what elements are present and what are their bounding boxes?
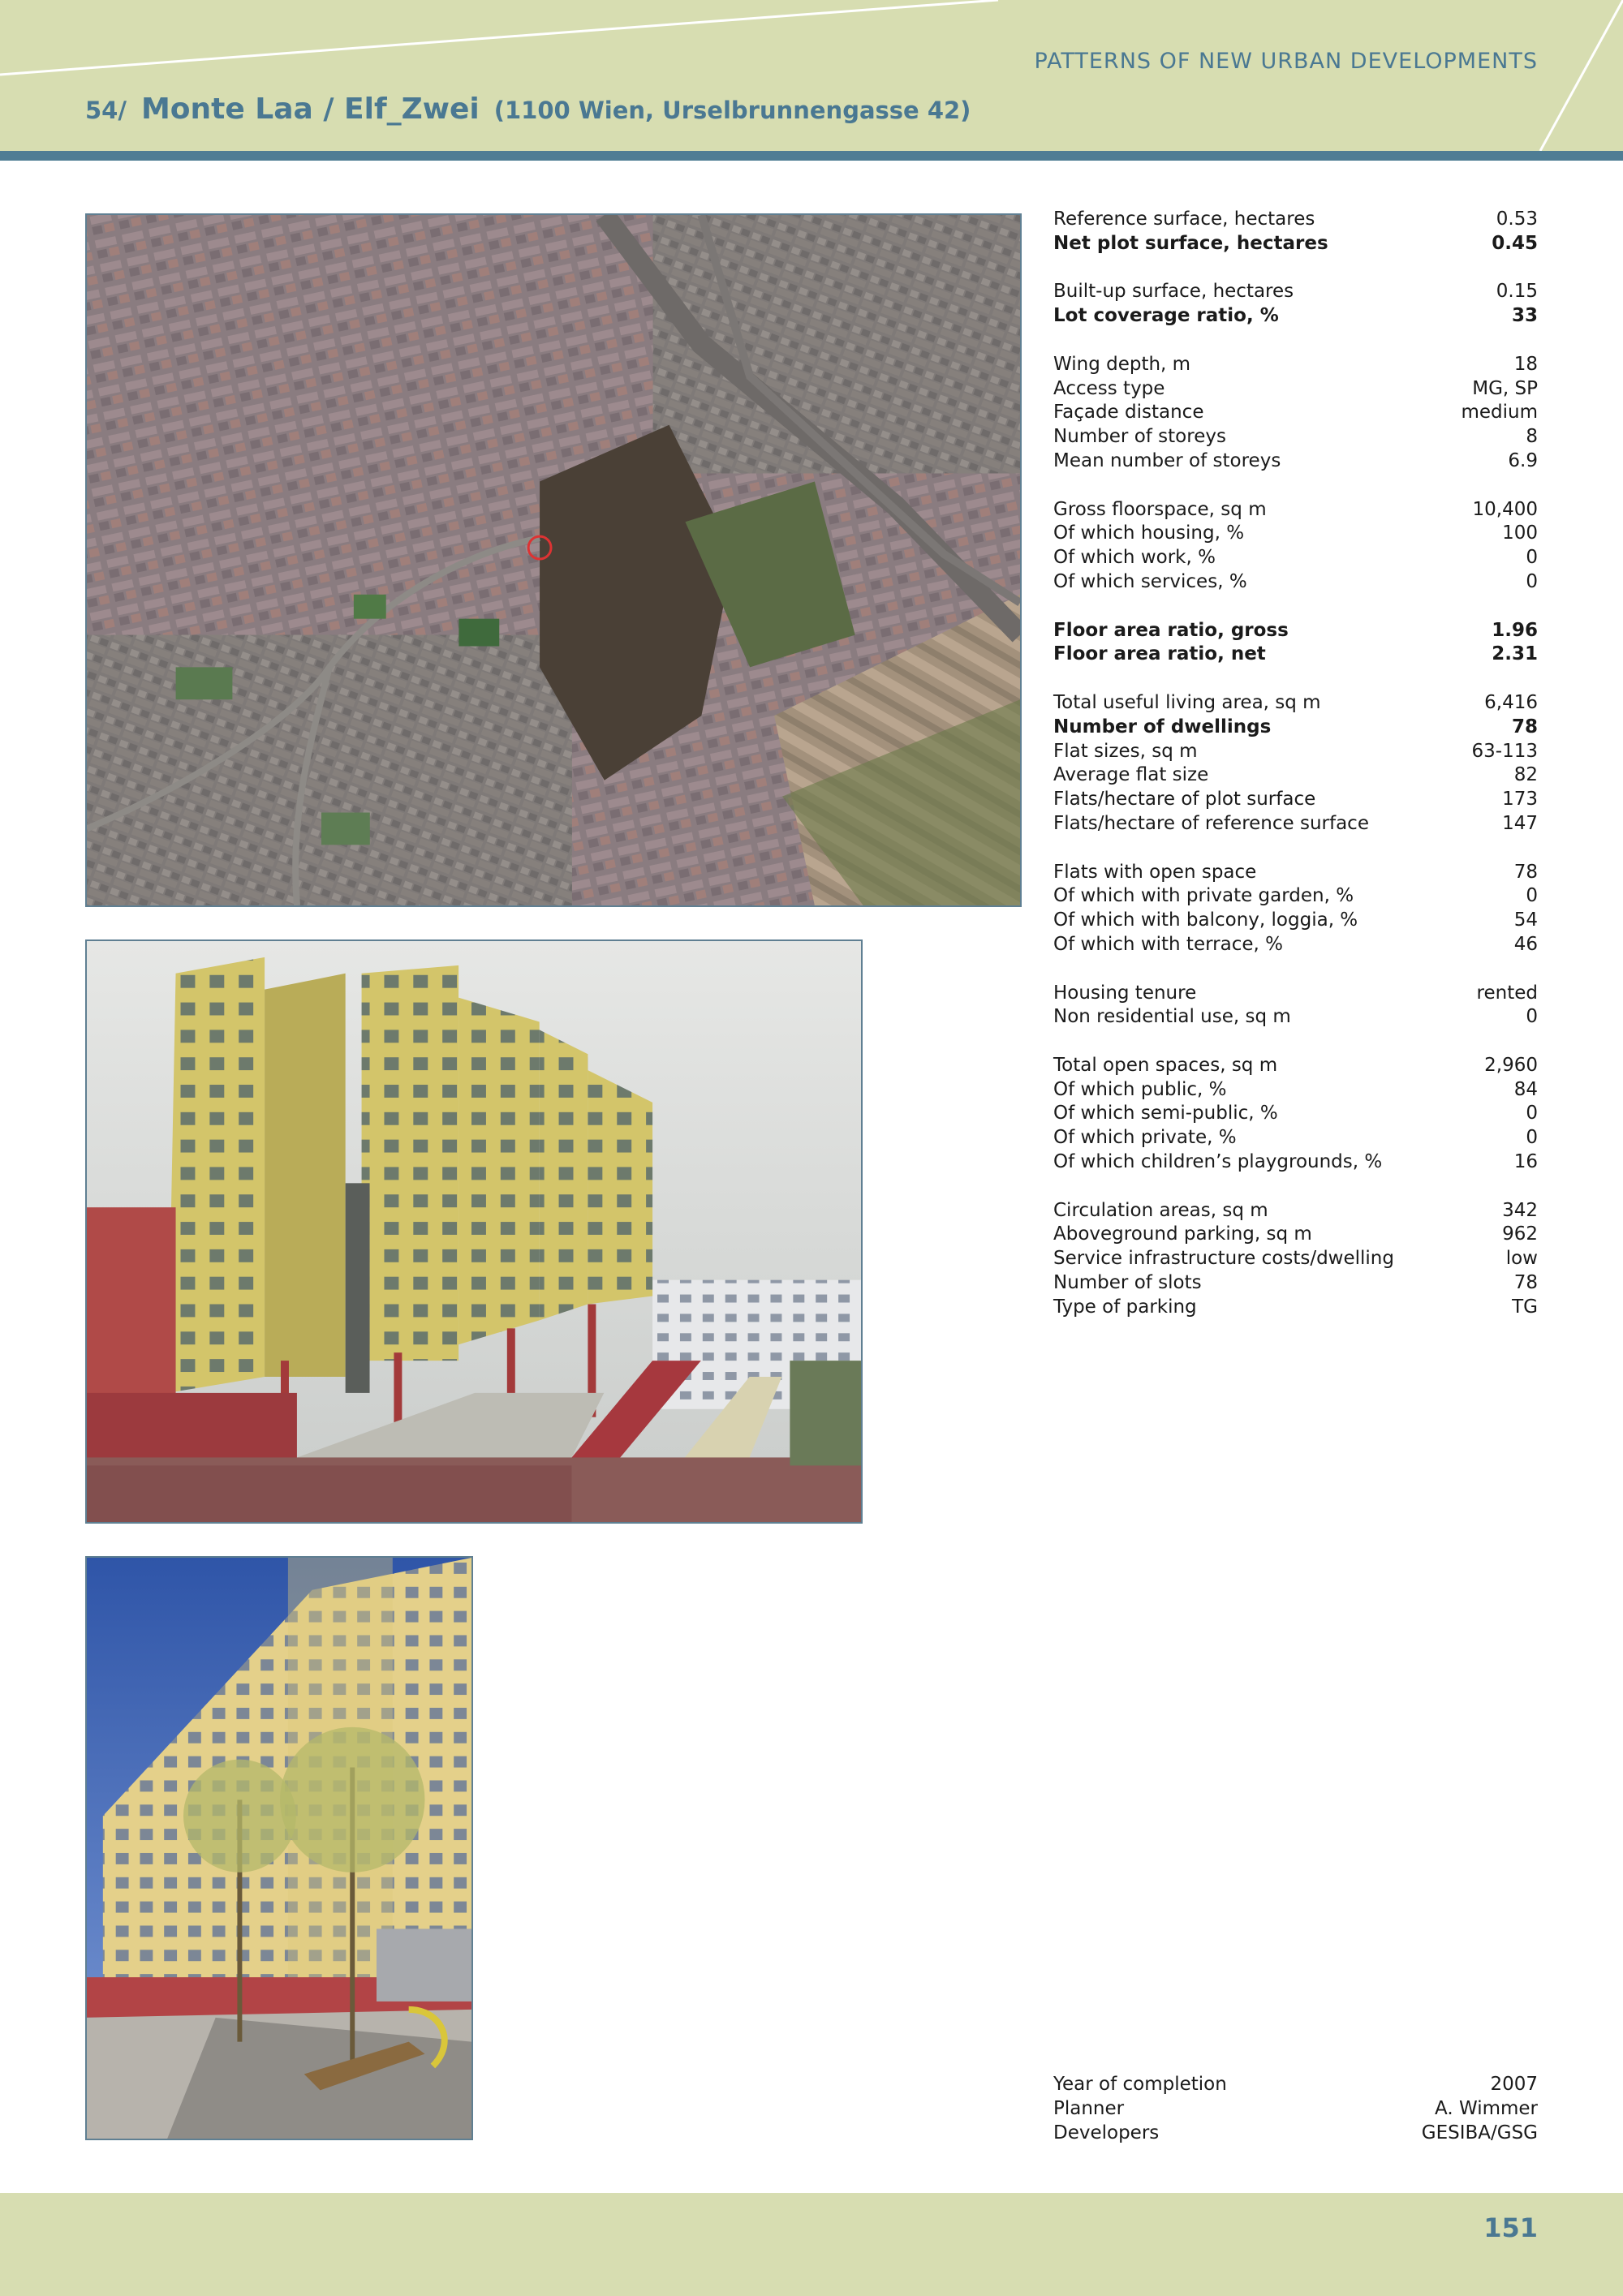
stat-row xyxy=(1053,401,1538,425)
stat-label: Flats with open space xyxy=(1053,861,1257,883)
stat-value: 18 xyxy=(1513,353,1538,375)
group-spacer xyxy=(1053,256,1538,281)
stat-value: 78 xyxy=(1511,716,1538,737)
stat-label: Of which with terrace, % xyxy=(1053,933,1283,955)
stat-row xyxy=(1053,691,1538,716)
stat-value: TG xyxy=(1512,1296,1538,1318)
stat-value: 0.45 xyxy=(1492,232,1538,254)
stat-label: Built-up surface, hectares xyxy=(1053,281,1294,303)
stat-value: 147 xyxy=(1502,812,1538,834)
stat-row xyxy=(1053,1223,1538,1247)
stat-row xyxy=(1053,1126,1538,1150)
stat-label: Service infrastructure costs/dwelling xyxy=(1053,1248,1394,1270)
stat-row xyxy=(1053,1199,1538,1223)
stat-value: 1.96 xyxy=(1492,619,1538,641)
credit-row xyxy=(1053,2097,1538,2122)
group-spacer xyxy=(1053,836,1538,861)
stat-label: Façade distance xyxy=(1053,402,1204,424)
project-name: Monte Laa / Elf_Zwei xyxy=(140,92,480,126)
stat-row xyxy=(1053,522,1538,546)
stat-value: medium xyxy=(1461,402,1538,424)
stat-row xyxy=(1053,208,1538,232)
stat-value: rented xyxy=(1476,982,1538,1004)
stat-label: Flat sizes, sq m xyxy=(1053,740,1198,762)
stat-value: 2.31 xyxy=(1492,643,1538,665)
stat-value: 46 xyxy=(1513,933,1538,955)
stat-label: Aboveground parking, sq m xyxy=(1053,1223,1312,1245)
stat-row xyxy=(1053,763,1538,788)
stat-value: 0.15 xyxy=(1496,281,1538,303)
credits-table xyxy=(1053,2073,1538,2145)
aerial-photo xyxy=(85,213,1022,907)
footer-band xyxy=(0,2193,1623,2296)
credit-value: 2007 xyxy=(1490,2074,1538,2095)
group-spacer xyxy=(1053,329,1538,353)
stat-label: Total useful living area, sq m xyxy=(1053,691,1321,713)
stat-label: Lot coverage ratio, % xyxy=(1053,305,1279,327)
stat-value: low xyxy=(1505,1248,1538,1270)
credit-row xyxy=(1053,2122,1538,2146)
stat-value: 0 xyxy=(1526,570,1538,592)
stat-row xyxy=(1053,425,1538,449)
stat-row xyxy=(1053,861,1538,885)
stat-row xyxy=(1053,1271,1538,1296)
stat-label: Average flat size xyxy=(1053,764,1209,786)
stat-label: Type of parking xyxy=(1053,1296,1197,1318)
stat-row xyxy=(1053,1054,1538,1078)
stat-row xyxy=(1053,884,1538,909)
stat-row xyxy=(1053,449,1538,474)
stat-label: Housing tenure xyxy=(1053,982,1197,1004)
stat-label: Total open spaces, sq m xyxy=(1053,1054,1278,1076)
credit-label: Year of completion xyxy=(1053,2074,1227,2095)
stat-label: Floor area ratio, gross xyxy=(1053,619,1289,641)
stat-value: 82 xyxy=(1513,764,1538,786)
credit-value: A. Wimmer xyxy=(1435,2097,1538,2119)
stat-value: 78 xyxy=(1513,861,1538,883)
stat-label: Of which housing, % xyxy=(1053,522,1245,544)
stat-row xyxy=(1053,377,1538,402)
stat-label: Of which public, % xyxy=(1053,1078,1227,1100)
stat-row xyxy=(1053,498,1538,522)
stat-row xyxy=(1053,812,1538,836)
stat-value: 0 xyxy=(1526,885,1538,907)
stat-label: Non residential use, sq m xyxy=(1053,1006,1291,1028)
stat-row xyxy=(1053,1102,1538,1126)
stat-row xyxy=(1053,619,1538,643)
stat-value: MG, SP xyxy=(1472,377,1538,399)
stat-row xyxy=(1053,982,1538,1006)
stat-label: Circulation areas, sq m xyxy=(1053,1199,1268,1221)
stat-row xyxy=(1053,232,1538,256)
stat-label: Number of slots xyxy=(1053,1272,1202,1294)
stat-row xyxy=(1053,304,1538,329)
stat-label: Of which private, % xyxy=(1053,1127,1237,1149)
project-title xyxy=(85,92,971,126)
stat-label: Of which with balcony, loggia, % xyxy=(1053,909,1358,931)
group-spacer xyxy=(1053,595,1538,619)
stat-value: 173 xyxy=(1502,789,1538,810)
stat-label: Reference surface, hectares xyxy=(1053,209,1315,230)
group-spacer xyxy=(1053,1030,1538,1054)
stat-value: 0.53 xyxy=(1496,209,1538,230)
stat-value: 0 xyxy=(1526,1127,1538,1149)
street-photo xyxy=(85,1556,473,2140)
statistics-table xyxy=(1053,208,1538,1320)
header-decorative-lines xyxy=(0,0,1623,151)
stat-value: 63-113 xyxy=(1471,740,1538,762)
group-spacer xyxy=(1053,1175,1538,1199)
stat-label: Flats/hectare of reference surface xyxy=(1053,812,1369,834)
stat-value: 0 xyxy=(1526,547,1538,569)
stat-label: Of which services, % xyxy=(1053,570,1247,592)
building-photo xyxy=(85,939,863,1524)
stat-row xyxy=(1053,788,1538,812)
group-spacer xyxy=(1053,957,1538,982)
group-spacer xyxy=(1053,667,1538,691)
stat-row xyxy=(1053,1247,1538,1271)
stat-label: Floor area ratio, net xyxy=(1053,643,1266,665)
stat-row xyxy=(1053,353,1538,377)
stat-label: Of which children’s playgrounds, % xyxy=(1053,1151,1383,1173)
stat-label: Flats/hectare of plot surface xyxy=(1053,789,1316,810)
stat-row xyxy=(1053,643,1538,667)
stat-value: 2,960 xyxy=(1484,1054,1538,1076)
stat-value: 0 xyxy=(1526,1006,1538,1028)
stat-label: Number of dwellings xyxy=(1053,716,1272,737)
stat-label: Number of storeys xyxy=(1053,426,1226,448)
stat-label: Of which with private garden, % xyxy=(1053,885,1354,907)
stat-row xyxy=(1053,716,1538,740)
stat-label: Wing depth, m xyxy=(1053,353,1191,375)
stat-label: Access type xyxy=(1053,377,1165,399)
page-number: 151 xyxy=(1483,2212,1538,2243)
stat-value: 0 xyxy=(1526,1103,1538,1124)
stat-row xyxy=(1053,1005,1538,1030)
stat-row xyxy=(1053,1078,1538,1103)
stat-value: 6,416 xyxy=(1484,691,1538,713)
credit-value: GESIBA/GSG xyxy=(1421,2122,1538,2143)
stat-row xyxy=(1053,933,1538,957)
stat-value: 100 xyxy=(1502,522,1538,544)
credit-label: Developers xyxy=(1053,2122,1160,2143)
project-address: (1100 Wien, Urselbrunnengasse 42) xyxy=(493,97,971,124)
stat-row xyxy=(1053,546,1538,570)
credit-label: Planner xyxy=(1053,2097,1125,2119)
stat-label: Gross floorspace, sq m xyxy=(1053,498,1267,520)
stat-value: 54 xyxy=(1513,909,1538,931)
stat-row xyxy=(1053,1296,1538,1320)
stat-label: Net plot surface, hectares xyxy=(1053,232,1328,254)
stat-value: 16 xyxy=(1513,1151,1538,1173)
group-spacer xyxy=(1053,474,1538,498)
stat-row xyxy=(1053,909,1538,933)
credit-row xyxy=(1053,2073,1538,2097)
stat-value: 6.9 xyxy=(1508,449,1538,471)
stat-value: 962 xyxy=(1502,1223,1538,1245)
stat-value: 78 xyxy=(1513,1272,1538,1294)
stat-row xyxy=(1053,1150,1538,1175)
stat-row xyxy=(1053,740,1538,764)
header-rule xyxy=(0,151,1623,161)
project-number: 54/ xyxy=(85,97,127,124)
stat-row xyxy=(1053,280,1538,304)
stat-row xyxy=(1053,570,1538,595)
stat-label: Of which work, % xyxy=(1053,547,1216,569)
stat-label: Of which semi-public, % xyxy=(1053,1103,1278,1124)
stat-value: 342 xyxy=(1502,1199,1538,1221)
stat-label: Mean number of storeys xyxy=(1053,449,1281,471)
stat-value: 10,400 xyxy=(1472,498,1538,520)
stat-value: 33 xyxy=(1511,305,1538,327)
stat-value: 8 xyxy=(1526,426,1538,448)
stat-value: 84 xyxy=(1513,1078,1538,1100)
series-title: PATTERNS OF NEW URBAN DEVELOPMENTS xyxy=(1034,49,1538,74)
